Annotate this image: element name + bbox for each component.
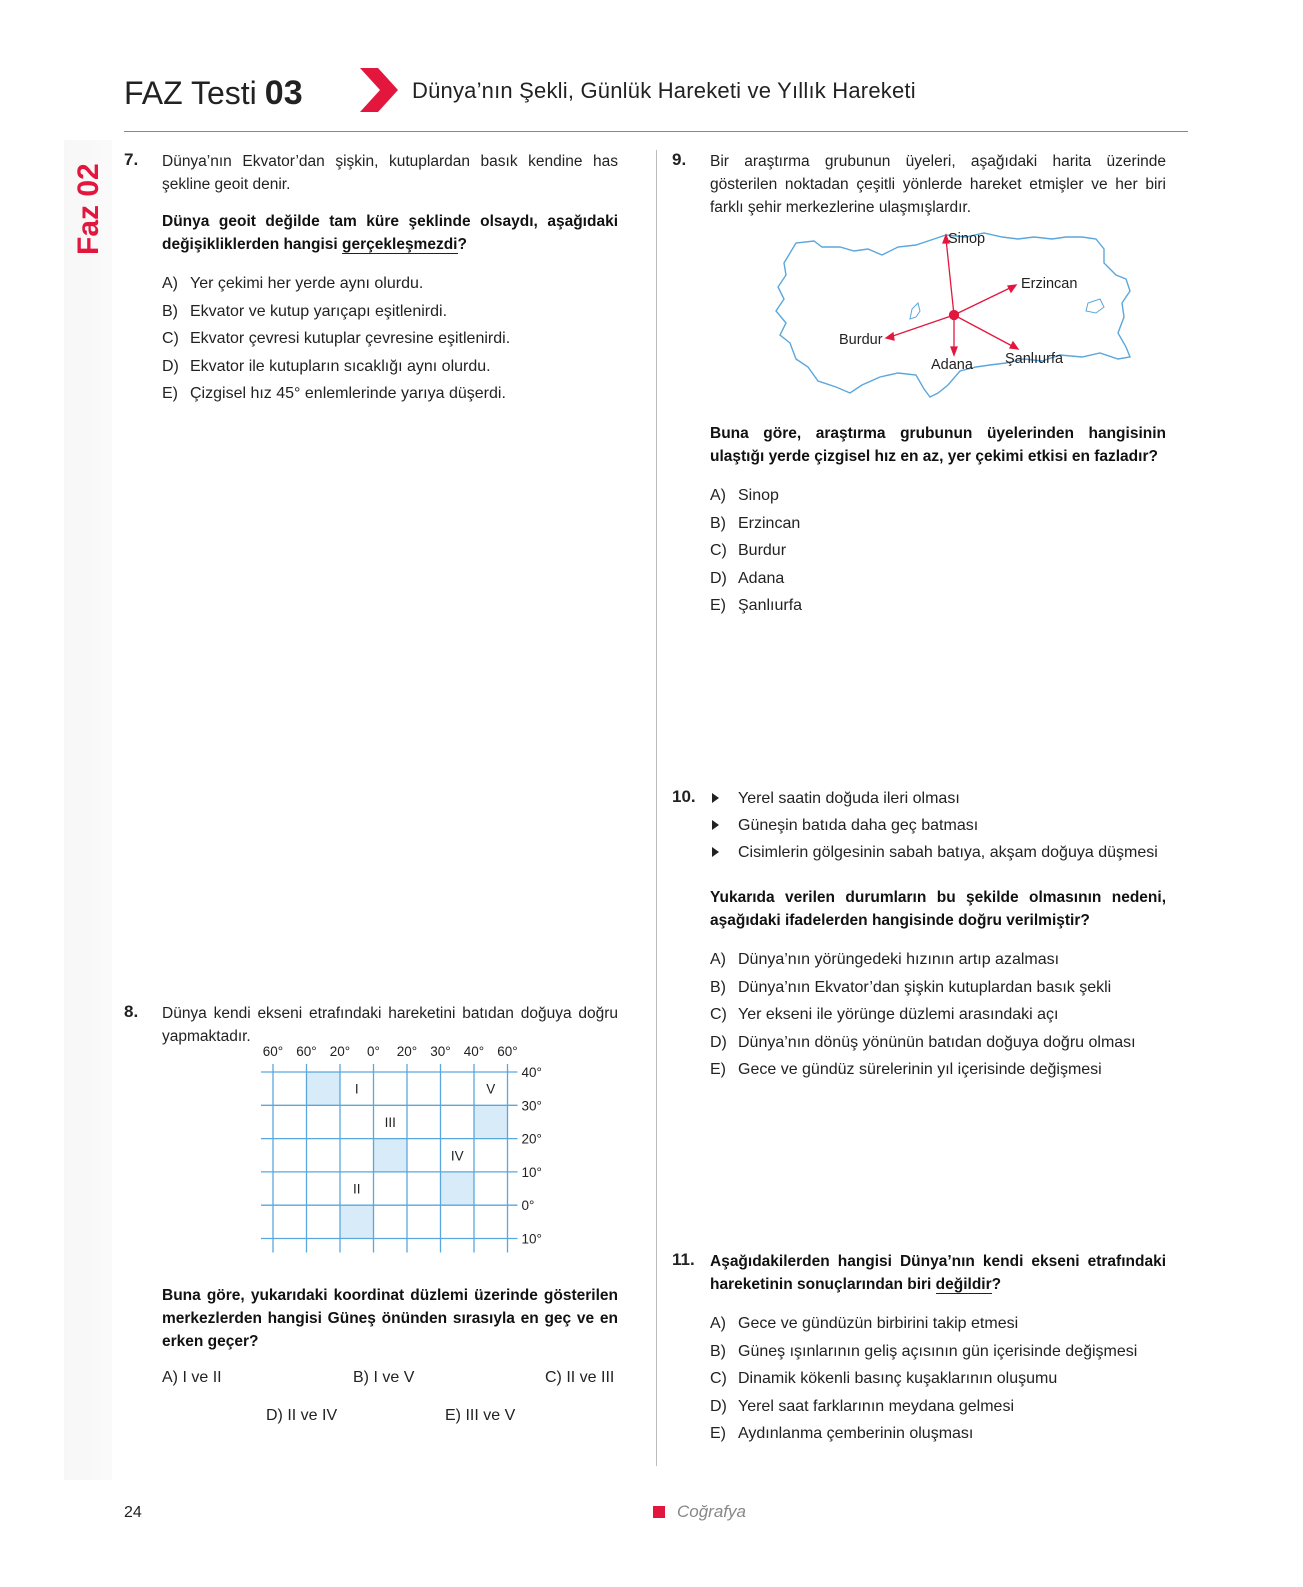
option-b[interactable]: B) Erzincan — [710, 514, 801, 532]
question-8-prompt — [162, 1284, 618, 1353]
chevron-right-icon — [358, 66, 400, 114]
option-a[interactable]: A) Sinop — [710, 487, 779, 504]
option-d[interactable]: D) Adana — [710, 569, 785, 587]
question-text: Dünya’nın Ekvator’dan şişkin, kutuplardan basık kendine has şekline geoit denir. — [162, 153, 618, 193]
options-list — [710, 946, 1166, 1084]
options-list — [710, 1310, 1166, 1448]
shaded-cell — [474, 1105, 508, 1138]
longitude-label: 20° — [396, 1044, 418, 1059]
question-number: 7. — [124, 150, 139, 169]
arrow-to-sanliurfa — [954, 315, 1014, 347]
center-label: III — [384, 1114, 396, 1130]
q8-option-a[interactable]: A) I ve II — [162, 1369, 222, 1386]
option-a[interactable]: A) Gece ve gündüzün birbirini takip etmesi — [710, 1315, 1019, 1332]
subject-marker — [653, 1506, 665, 1518]
option-a[interactable]: A) Yer çekimi her yerde aynı olurdu. — [162, 275, 424, 292]
question-text: Dünya kendi ekseni etrafındaki hareketini batıdan doğuya doğru yapmaktadır. — [162, 1005, 618, 1045]
option-e[interactable]: E) Şanlıurfa — [710, 597, 803, 614]
longitude-label: 40° — [463, 1044, 485, 1059]
svg-text:Faz 02: Faz 02 — [72, 163, 105, 255]
option-d[interactable]: D) Dünya’nın dönüş yönünün batıdan doğuya doğru olması — [710, 1033, 1136, 1051]
arrow-to-erzincan — [954, 287, 1012, 315]
statement-item: Yerel saatin doğuda ileri olması — [710, 787, 1166, 810]
latitude-label: 40° — [521, 1065, 542, 1080]
shaded-cell — [441, 1172, 475, 1205]
option-b[interactable]: B) Ekvator ve kutup yarıçapı eşitlenirdi. — [162, 302, 448, 320]
statement-item: Cisimlerin gölgesinin sabah batıya, akşam doğuya düşmesi — [710, 841, 1166, 864]
center-label: IV — [450, 1148, 464, 1164]
option-a[interactable]: A) Dünya’nın yörüngedeki hızının artıp azalması — [710, 951, 1060, 968]
option-d[interactable]: D) Yerel saat farklarının meydana gelmesi — [710, 1397, 1014, 1415]
q8-option-c[interactable]: C) II ve III — [545, 1369, 615, 1386]
shaded-cell — [307, 1072, 341, 1105]
longitude-label: 0° — [367, 1044, 380, 1059]
underlined-keyword: değildir — [935, 1276, 992, 1293]
option-e[interactable]: E) Çizgisel hız 45° enlemlerinde yarıya düşerdi. — [162, 385, 506, 402]
option-e[interactable]: E) Aydınlanma çemberinin oluşması — [710, 1425, 974, 1442]
option-d[interactable]: D) Ekvator ile kutupların sıcaklığı aynı olurdu. — [162, 357, 491, 375]
city-sinop: Sinop — [948, 231, 986, 247]
test-subtitle: Dünya’nın Şekli, Günlük Hareketi ve Yıllık Hareketi — [412, 78, 916, 103]
statement-item: Güneşin batıda daha geç batması — [710, 814, 1166, 837]
q8-option-d[interactable]: D) II ve IV — [266, 1407, 338, 1424]
longitude-label: 60° — [497, 1044, 518, 1059]
center-label: II — [352, 1181, 361, 1197]
longitude-label: 60° — [262, 1044, 284, 1059]
test-title — [124, 74, 303, 113]
question-number: 9. — [672, 150, 687, 169]
shaded-cell — [374, 1139, 408, 1172]
latitude-label: 20° — [521, 1131, 542, 1147]
city-adana: Adana — [931, 357, 973, 373]
option-c[interactable]: C) Yer ekseni ile yörünge düzlemi arasındaki açı — [710, 1006, 1059, 1023]
question-number: 11. — [672, 1250, 695, 1269]
coordinate-grid — [255, 1040, 565, 1270]
center-label: I — [354, 1081, 359, 1097]
side-tab — [64, 140, 112, 1480]
underlined-keyword: gerçekleşmezdi — [342, 236, 458, 253]
question-number: 8. — [124, 1002, 139, 1021]
q8-option-e[interactable]: E) III ve V — [445, 1407, 516, 1424]
latitude-label: 30° — [521, 1098, 542, 1114]
center-label: V — [486, 1081, 496, 1097]
option-c[interactable]: C) Burdur — [710, 542, 787, 559]
options-list — [162, 270, 618, 408]
options-list — [710, 482, 1166, 620]
question-prompt: Yukarıda verilen durumların bu şekilde olmasının nedeni, aşağıdaki ifadelerden hangisinde doğru verilmiştir? — [710, 889, 1166, 929]
city-erzincan: Erzincan — [1021, 276, 1078, 292]
city-burdur: Burdur — [839, 332, 883, 348]
latitude-label: 10° — [521, 1164, 542, 1180]
test-number: 03 — [264, 74, 303, 112]
subject-name: Coğrafya — [677, 1502, 746, 1521]
latitude-label: 0° — [521, 1198, 535, 1214]
statements-list — [710, 787, 1166, 864]
question-prompt: Buna göre, yukarıdaki koordinat düzlemi üzerinde gösterilen merkezlerden hangisi Güneş önünden sırasıyla en geç ve en erken geçer? — [162, 1287, 618, 1350]
question-prompt: Buna göre, araştırma grubunun üyelerinden hangisinin ulaştığı yerde çizgisel hız en az, yer çekimi etkisi en fazladır? — [710, 425, 1166, 465]
start-point — [950, 311, 959, 320]
test-title-text: FAZ Testi — [124, 75, 257, 111]
question-text: Bir araştırma grubunun üyeleri, aşağıdaki harita üzerinde gösterilen noktadan çeşitli yönlerde hareket etmişler ve her biri farklı şehir merkezlerine ulaşmışlardır. — [710, 153, 1166, 216]
q8-option-b[interactable]: B) I ve V — [353, 1369, 415, 1386]
shaded-cell — [340, 1205, 374, 1238]
question-number: 10. — [672, 787, 696, 806]
arrow-to-sinop — [946, 239, 954, 315]
option-c[interactable]: C) Ekvator çevresi kutuplar çevresine eşitlenirdi. — [162, 330, 511, 347]
longitude-label: 60° — [296, 1044, 317, 1059]
side-tab-label — [68, 150, 108, 260]
option-e[interactable]: E) Gece ve gündüz sürelerinin yıl içerisinde değişmesi — [710, 1061, 1102, 1078]
option-b[interactable]: B) Dünya’nın Ekvator’dan şişkin kutuplardan basık şekli — [710, 978, 1112, 996]
page-number: 24 — [124, 1504, 142, 1521]
question-prompt: Aşağıdakilerden hangisi Dünya’nın kendi ekseni etrafındaki hareketinin sonuçlarından biri değildir? — [710, 1253, 1166, 1293]
latitude-label: 10° — [521, 1231, 542, 1247]
question-9-prompt — [710, 422, 1166, 620]
longitude-label: 20° — [329, 1044, 351, 1059]
direction-arrows — [886, 235, 1018, 355]
arrow-to-burdur — [890, 315, 954, 337]
option-c[interactable]: C) Dinamik kökenli basınç kuşaklarının oluşumu — [710, 1370, 1058, 1387]
city-sanliurfa: Şanlıurfa — [1005, 351, 1064, 367]
longitude-label: 30° — [430, 1044, 451, 1059]
column-divider — [656, 150, 657, 1466]
header-divider — [124, 131, 1188, 132]
question-prompt: Dünya geoit değilde tam küre şeklinde olsaydı, aşağıdaki değişikliklerden hangisi gerçekleşmezdi? — [162, 213, 618, 253]
lake-tuz — [910, 303, 920, 319]
turkey-map — [770, 225, 1140, 405]
lake-van — [1086, 299, 1104, 313]
option-b[interactable]: B) Güneş ışınlarının geliş açısının gün içerisinde değişmesi — [710, 1342, 1138, 1360]
